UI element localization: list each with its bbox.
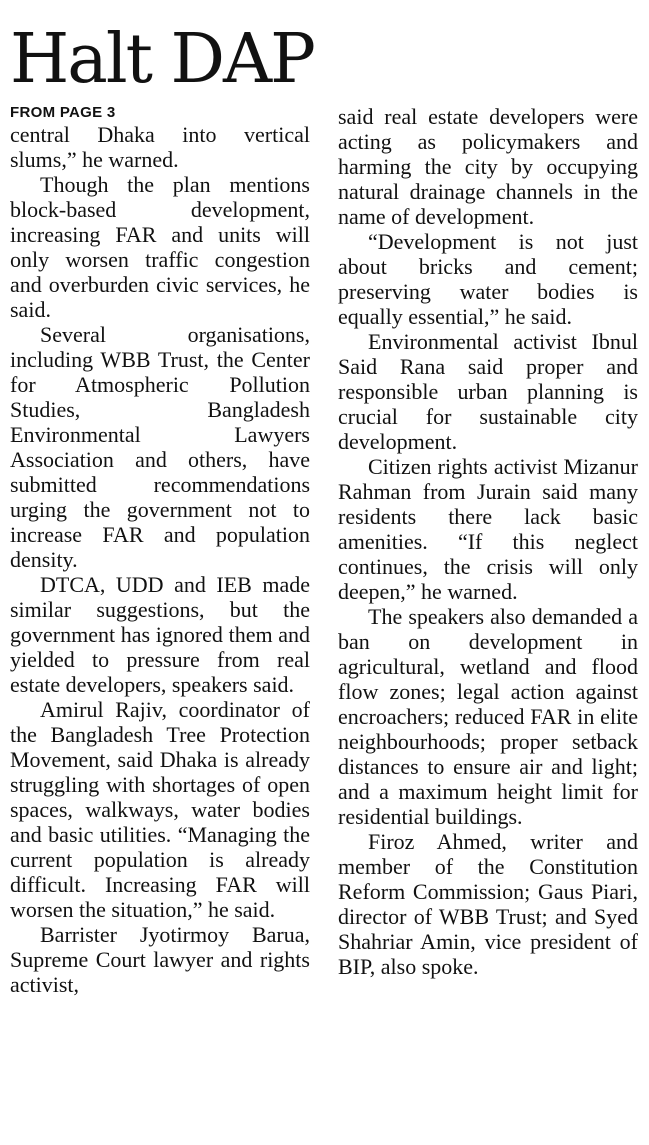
paragraph: “Development is not just about bricks and cement; preserving water bodies is equally essential,” he said.	[338, 229, 638, 329]
paragraph: The speakers also demanded a ban on development in agricultural, wetland and flood flow zones; legal action against encroachers; reduced FAR in elite neighbourhoods; proper setback distances to ensure air and light; and a maximum height limit for residential buildings.	[338, 604, 638, 829]
article-columns	[10, 104, 639, 997]
column-left	[10, 104, 310, 997]
paragraph: Several organisations, including WBB Trust, the Center for Atmospheric Pollution Studies, Bangladesh Environmental Lawyers Association and others, have submitted recommendations urging the government not to increase FAR and population density.	[10, 322, 310, 572]
paragraph: Barrister Jyotirmoy Barua, Supreme Court lawyer and rights activist,	[10, 922, 310, 997]
paragraph: DTCA, UDD and IEB made similar suggestions, but the government has ignored them and yielded to pressure from real estate developers, speakers said.	[10, 572, 310, 697]
paragraph: Amirul Rajiv, coordinator of the Bangladesh Tree Protection Movement, said Dhaka is already struggling with shortages of open spaces, walkways, water bodies and basic utilities. “Managing the current population is already difficult. Increasing FAR will worsen the situation,” he said.	[10, 697, 310, 922]
headline: Halt DAP	[10, 20, 314, 99]
paragraph: Citizen rights activist Mizanur Rahman from Jurain said many residents there lack basic amenities. “If this neglect continues, the crisis will only deepen,” he warned.	[338, 454, 638, 604]
jump-line: FROM PAGE 3	[10, 104, 116, 121]
article-page	[10, 0, 639, 1145]
paragraph: central Dhaka into vertical slums,” he warned.	[10, 122, 310, 172]
paragraph: Though the plan mentions block-based development, increasing FAR and units will only worsen traffic congestion and overburden civic services, he said.	[10, 172, 310, 322]
paragraph: said real estate developers were acting as policymakers and harming the city by occupying natural drainage channels in the name of development.	[338, 104, 638, 229]
column-right	[338, 104, 638, 997]
paragraph: Environmental activist Ibnul Said Rana said proper and responsible urban planning is crucial for sustainable city development.	[338, 329, 638, 454]
paragraph: Firoz Ahmed, writer and member of the Constitution Reform Commission; Gaus Piari, director of WBB Trust; and Syed Shahriar Amin, vice president of BIP, also spoke.	[338, 829, 638, 979]
